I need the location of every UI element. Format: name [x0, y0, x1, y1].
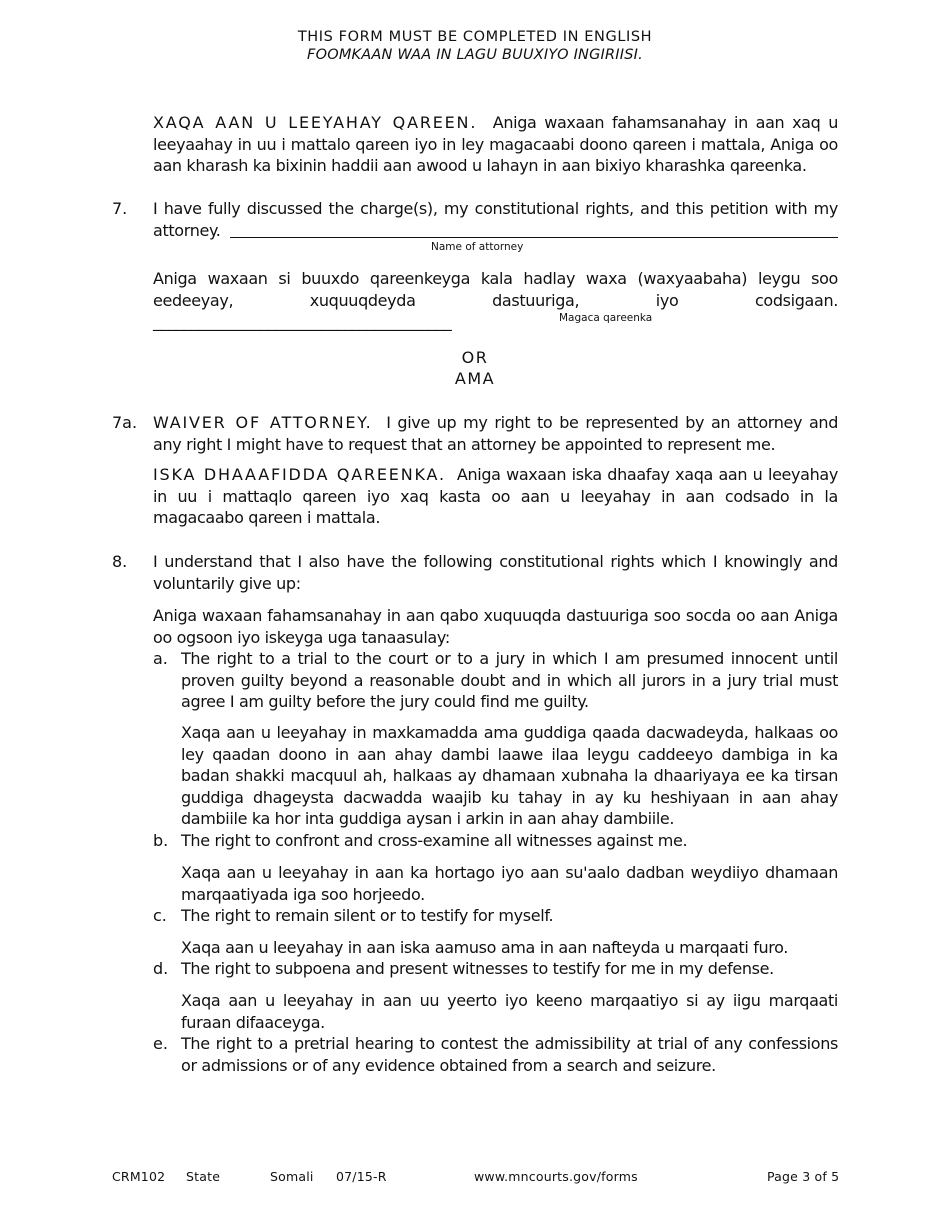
- item-7a-somali-text: Aniga waxaan iska dhaafay xaqa aan u leeyahay in uu i mattaqlo qareen iyo xaq kasta oo aan u leeyahay in aan codsado in la magacaabo qareen i mattala.: [153, 465, 838, 527]
- or-divider: OR: [461, 348, 489, 367]
- item-7a-number: 7a.: [112, 413, 138, 432]
- header-english: THIS FORM MUST BE COMPLETED IN ENGLISH: [297, 29, 653, 45]
- footer-form-code: CRM102: [112, 1169, 166, 1184]
- intro-somali-text: Aniga waxaan fahamsanahay in aan xaq u leeyaahay in uu i mattalo qareen iyo in ley magacaabi doono qareen i mattala, Aniga oo aan kharash ka bixinin haddii aan awood u lahayn in aan bixiyo kharashka qareenka.: [153, 113, 838, 175]
- item-7a-heading: WAIVER OF ATTORNEY.: [153, 413, 373, 432]
- header-somali: FOOMKAAN WAA IN LAGU BUUXIYO INGIRIISI.: [307, 47, 643, 63]
- attorney-name-caption-somali: Magaca qareenka: [559, 312, 653, 324]
- item-7a-text: I give up my right to be represented by an attorney and any right I might have to request that an attorney be appointed to represent me.: [153, 413, 838, 454]
- right-a-letter: a.: [153, 649, 168, 668]
- form-header: [0, 28, 950, 64]
- item-7-number: 7.: [112, 199, 128, 218]
- ama-divider: AMA: [454, 369, 496, 388]
- right-b-somali: Xaqa aan u leeyahay in aan ka hortago iyo aan su'aalo dadban weydiiyo dhamaan marqaatiyada iga soo horjeedo.: [181, 863, 838, 904]
- right-d-somali: Xaqa aan u leeyahay in aan uu yeerto iyo keeno marqaatiyo si ay iigu marqaati furaan difaaceyga.: [181, 991, 838, 1032]
- intro-somali-paragraph: [153, 112, 838, 177]
- item-7a-somali-paragraph: [153, 464, 838, 529]
- right-d-letter: d.: [153, 959, 169, 978]
- footer-revision: 07/15-R: [336, 1169, 387, 1184]
- intro-somali-heading: XAQA AAN U LEEYAHAY QAREEN.: [153, 113, 478, 132]
- right-e-letter: e.: [153, 1034, 168, 1053]
- item-8-number: 8.: [112, 552, 128, 571]
- item-7-somali-text: Aniga waxaan si buuxdo qareenkeyga kala hadlay waxa (waxyaabaha) leygu soo eedeeyay, xuquuqdeyda dastuuriga, iyo codsigaan.: [153, 269, 838, 310]
- right-b-english: The right to confront and cross-examine all witnesses against me.: [181, 831, 688, 850]
- footer-page-number: Page 3 of 5: [767, 1169, 840, 1184]
- item-7-somali-paragraph: [153, 268, 838, 333]
- right-d-english: The right to subpoena and present witnesses to testify for me in my defense.: [181, 959, 774, 978]
- item-7-text: I have fully discussed the charge(s), my constitutional rights, and this petition with my attorney.: [153, 199, 838, 240]
- attorney-name-caption: Name of attorney: [431, 241, 524, 253]
- footer-jurisdiction: State: [186, 1169, 221, 1184]
- footer-language: Somali: [270, 1169, 314, 1184]
- right-c-letter: c.: [153, 906, 167, 925]
- item-7a-paragraph: [153, 412, 838, 455]
- item-8-text: I understand that I also have the following constitutional rights which I knowingly and voluntarily give up:: [153, 552, 838, 593]
- right-c-somali: Xaqa aan u leeyahay in aan iska aamuso ama in aan nafteyda u marqaati furo.: [181, 938, 789, 957]
- footer-url[interactable]: www.mncourts.gov/forms: [474, 1169, 638, 1184]
- item-7a-somali-heading: ISKA DHAAAFIDDA QAREENKA.: [153, 465, 446, 484]
- right-a-english: The right to a trial to the court or to a jury in which I am presumed innocent until proven guilty beyond a reasonable doubt and in which all jurors in a jury trial must agree I am guilty before the jury could find me guilty.: [181, 649, 838, 711]
- attorney-name-line[interactable]: [230, 237, 838, 238]
- item-8-somali-text: Aniga waxaan fahamsanahay in aan qabo xuquuqda dastuuriga soo socda oo aan Aniga oo ogsoon iyo iskeyga uga tanaasulay:: [153, 606, 838, 647]
- attorney-name-blank-somali[interactable]: _______________________________________: [153, 312, 452, 331]
- right-a-somali: Xaqa aan u leeyahay in maxkamadda ama guddiga qaada dacwadeyda, halkaas oo ley qaadan doono in aan ahay dambi laawe ilaa leygu caddeeyo dambiga in ka badan shakki macquul ah, halkaas ay dhamaan xubnaha la dhaariyaya ee ka tirsan guddiga dhageysta dacwadda waajib ku tahay in ay ku heshiyaan in aan ahay dambiile ka hor inta guddiga aysan i arkin in aan ahay dambiile.: [181, 723, 838, 828]
- right-b-letter: b.: [153, 831, 169, 850]
- right-e-english: The right to a pretrial hearing to contest the admissibility at trial of any confessions or admissions or of any evidence obtained from a search and seizure.: [181, 1034, 838, 1075]
- right-c-english: The right to remain silent or to testify for myself.: [181, 906, 554, 925]
